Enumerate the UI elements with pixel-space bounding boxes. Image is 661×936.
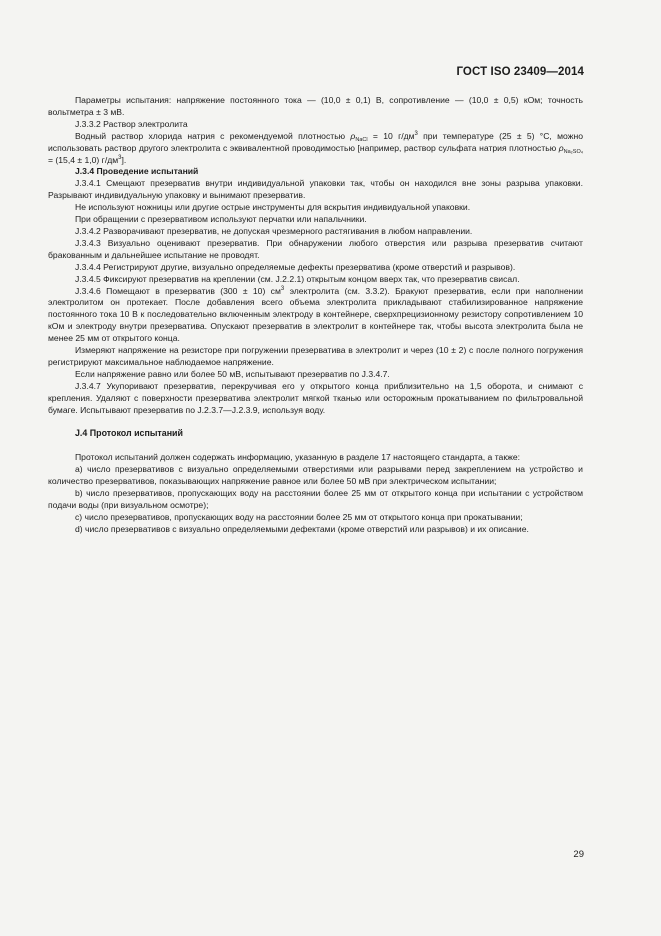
paragraph: J.3.4.4 Регистрируют другие, визуально определяемые дефекты презерватива (кроме отверстий и разрывов). (75, 261, 516, 272)
subscript: Na₂SO₄ (563, 148, 583, 155)
paragraph (48, 131, 583, 167)
paragraph: Если напряжение равно или более 50 мВ, испытывают презерватив по J.3.4.7. (75, 368, 390, 379)
list-item: c) число презервативов, пропускающих воду на расстоянии более 25 мм от открытого конца при прокатывании; (75, 511, 523, 522)
paragraph: Протокол испытаний должен содержать информацию, указанную в разделе 17 настоящего стандарта, а также: (75, 452, 521, 463)
paragraph: J.3.4.5 Фиксируют презерватив на креплении (см. J.2.2.1) открытым концом вверх так, что презерватив свисал. (75, 273, 520, 284)
list-item: a) число презервативов с визуально определяемыми отверстиями или разрывами перед закреплением на устройство и количество презервативов, показывающих напряжение равное или более 50 мВ при электрическом испытании; (48, 464, 583, 487)
superscript: 3 (118, 154, 122, 161)
paragraph: Не используют ножницы или другие острые инструменты для вскрытия индивидуальной упаковки. (75, 202, 471, 213)
text-run: электролита (см. 3.3.2). Бракуют презерватив, если при наполнении электролитом он протекает. После добавления всего объема электролита прикладывают стабилизированное напряжение постоянного тока 10 В к последовательно включенным электроду в контейнере, сверхпрецизионному резистору сопротивлением 10 кОм и электроду внутри презерватива. Опускают презерватив в электролит в контейнере так, чтобы высота электролита была не менее 25 мм от открытого конца. (48, 285, 583, 344)
paragraph (48, 286, 583, 346)
document-id: ГОСТ ISO 23409—2014 (456, 66, 584, 78)
paragraph: Параметры испытания: напряжение постоянного тока — (10,0 ± 0,1) В, сопротивление — (10,0 ± 0,5) кОм; точность вольтметра ± 3 мВ. (48, 95, 583, 117)
paragraph: При обращении с презервативом используют перчатки или напальчники. (75, 214, 367, 225)
paragraph: J.3.4.7 Укупоривают презерватив, перекручивая его у открытого конца приблизительно на 1,5 оборота, и снимают с крепления. Удаляют с поверхности презерватива электролит мягкой тканью или осторожным прокатыванием по фильтровальной бумаге. Испытывают презерватив по J.2.3.7—J.2.3.9, используя воду. (48, 380, 583, 415)
text-run: J.3.4.6 Помещают в презерватив (300 ± 10) см (75, 285, 281, 296)
page-number: 29 (573, 849, 584, 860)
superscript: 3 (414, 130, 418, 137)
superscript: 3 (280, 285, 285, 292)
paragraph: Измеряют напряжение на резисторе при погружении презерватива в электролит и через (10 ± 2) с после полного погружения регистрируют максимальное наблюдаемое напряжение. (48, 345, 583, 367)
text-run: = 10 г/дм (367, 130, 415, 141)
paragraph: J.3.4.1 Смещают презерватив внутри индивидуальной упаковки так, чтобы он находился вне зоны разрыва упаковки. Разрывают индивидуальную упаковку и вынимают презерватив. (48, 178, 583, 201)
section-heading: J.4 Протокол испытаний (75, 428, 183, 439)
subscript: NaCl (355, 136, 368, 143)
clause-heading: J.3.3.2 Раствор электролита (75, 118, 188, 129)
text-run: = (15,4 ± 1,0) г/дм (48, 154, 119, 165)
list-item: b) число презервативов, пропускающих воду на расстоянии более 25 мм от открытого конца при испытании с устройством подачи воды (при визуальном осмотре); (48, 488, 583, 510)
list-item: d) число презервативов с визуально определяемыми дефектами (кроме отверстий или разрывов) и их описание. (75, 523, 529, 534)
document-body (48, 95, 583, 536)
rho-symbol: ρ (350, 130, 356, 141)
text-run: ]. (121, 154, 127, 165)
text-run: Водный раствор хлорида натрия с рекомендуемой плотностью (75, 130, 351, 141)
rho-symbol: ρ (558, 142, 564, 153)
clause-heading: J.3.4 Проведение испытаний (75, 166, 199, 177)
text-run: при температуре (25 ± 5) °С, можно использовать раствор другого электролита с эквивалентной проводимостью [например, раствор сульфата натрия плотностью (48, 130, 583, 153)
paragraph: J.3.4.2 Разворачивают презерватив, не допуская чрезмерного растягивания в любом направлении. (75, 225, 473, 236)
paragraph: J.3.4.3 Визуально оценивают презерватив. При обнаружении любого отверстия или разрыва презерватив считают бракованным и дальнейшее испытание не проводят. (48, 237, 583, 260)
